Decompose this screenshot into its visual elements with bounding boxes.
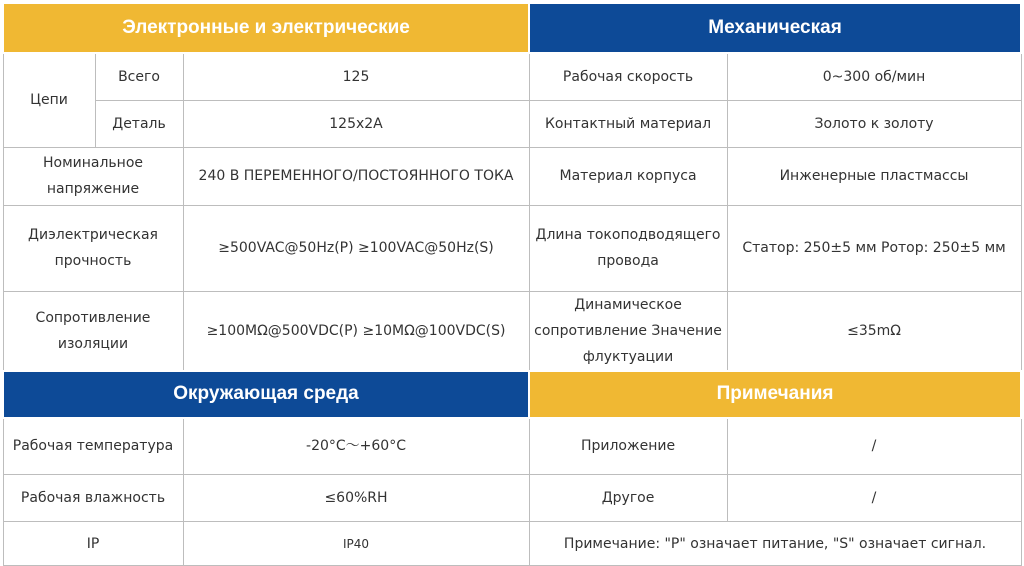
- table-row: [3, 418, 1021, 475]
- housing-label: Материал корпуса: [529, 147, 727, 205]
- detail-label: Деталь: [95, 100, 183, 147]
- dielectric-value: ≥500VAC@50Hz(P) ≥100VAC@50Hz(S): [183, 205, 529, 291]
- other-label: Другое: [529, 475, 727, 522]
- contact-label: Контактный материал: [529, 100, 727, 147]
- total-value: 125: [183, 53, 529, 100]
- ip-label: IP: [3, 522, 183, 566]
- section-header-environment: Окружающая среда: [3, 371, 529, 418]
- voltage-value: 240 В ПЕРЕМЕННОГО/ПОСТОЯННОГО ТОКА: [183, 147, 529, 205]
- speed-value: 0~300 об/мин: [727, 53, 1021, 100]
- humidity-value: ≤60%RH: [183, 475, 529, 522]
- table-row: [3, 53, 1021, 100]
- temperature-label: Рабочая температура: [3, 418, 183, 475]
- dynamic-resistance-label: Динамическое сопротивление Значение флуктуации: [529, 291, 727, 371]
- table-row: [3, 147, 1021, 205]
- table-row: [3, 522, 1021, 566]
- detail-value: 125x2A: [183, 100, 529, 147]
- header-row-top: [3, 3, 1021, 53]
- ip-value: IP40: [183, 522, 529, 566]
- table-row: [3, 205, 1021, 291]
- table-row: [3, 100, 1021, 147]
- total-label: Всего: [95, 53, 183, 100]
- remark-text: Примечание: "P" означает питание, "S" означает сигнал.: [529, 522, 1021, 566]
- insulation-value: ≥100MΩ@500VDC(P) ≥10MΩ@100VDC(S): [183, 291, 529, 371]
- humidity-label: Рабочая влажность: [3, 475, 183, 522]
- speed-label: Рабочая скорость: [529, 53, 727, 100]
- spec-table: [2, 2, 1022, 566]
- circuits-label: Цепи: [3, 53, 95, 147]
- table-row: [3, 475, 1021, 522]
- section-header-notes: Примечания: [529, 371, 1021, 418]
- dynamic-resistance-value: ≤35mΩ: [727, 291, 1021, 371]
- section-header-mechanical: Механическая: [529, 3, 1021, 53]
- other-value: /: [727, 475, 1021, 522]
- header-row-bottom: [3, 371, 1021, 418]
- dielectric-label: Диэлектрическая прочность: [3, 205, 183, 291]
- table-row: [3, 291, 1021, 371]
- housing-value: Инженерные пластмассы: [727, 147, 1021, 205]
- insulation-label: Сопротивление изоляции: [3, 291, 183, 371]
- application-label: Приложение: [529, 418, 727, 475]
- application-value: /: [727, 418, 1021, 475]
- section-header-electrical: Электронные и электрические: [3, 3, 529, 53]
- lead-length-label: Длина токоподводящего провода: [529, 205, 727, 291]
- temperature-value: -20°C～+60°C: [183, 418, 529, 475]
- lead-length-value: Статор: 250±5 мм Ротор: 250±5 мм: [727, 205, 1021, 291]
- contact-value: Золото к золоту: [727, 100, 1021, 147]
- voltage-label: Номинальное напряжение: [3, 147, 183, 205]
